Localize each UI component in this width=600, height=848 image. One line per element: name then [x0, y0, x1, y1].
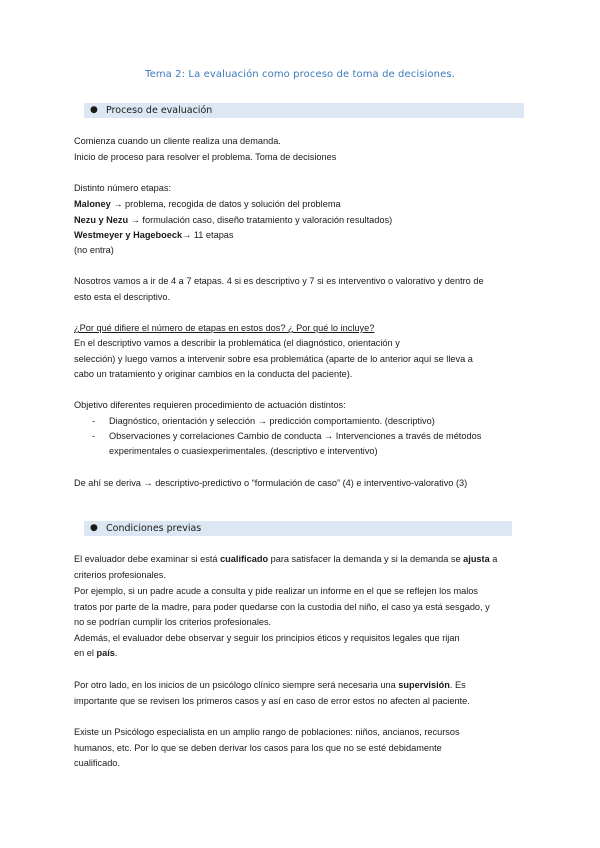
text-span: a: [489, 554, 498, 564]
text-span: para satisfacer la demanda y si la demanda se: [268, 554, 464, 564]
text-line: cabo un tratamiento y originar cambios en la conducta del paciente).: [74, 369, 353, 379]
text-line: [74, 647, 117, 659]
text-span: en el: [74, 648, 97, 658]
text-line: (no entra): [74, 245, 114, 255]
bullet-icon: ●: [90, 105, 98, 115]
bold-term: supervisión: [398, 680, 450, 690]
text-span: Por otro lado, en los inicios de un psicólogo clínico siempre será necesaria una: [74, 680, 399, 690]
list-item-continued: experimentales o cuasiexperimentales. (descriptivo e interventivo): [109, 446, 378, 456]
text-span: → 11 etapas: [182, 230, 234, 240]
author-name: Nezu y Nezu: [74, 215, 129, 225]
section-header-proceso: [84, 103, 524, 118]
text-line: [74, 198, 341, 210]
section-title: Condiciones previas: [106, 523, 202, 534]
text-span: → formulación caso, diseño tratamiento y valoración resultados): [128, 215, 393, 225]
text-line: Distinto número etapas:: [74, 183, 172, 193]
text-line: [74, 214, 392, 226]
text-line: importante que se revisen los primeros casos y así en caso de error estos no afecten al paciente.: [74, 696, 470, 706]
text-span: El evaluador debe examinar si está: [74, 554, 221, 564]
bold-term: país: [96, 648, 115, 658]
text-line: Objetivo diferentes requieren procedimiento de actuación distintos:: [74, 400, 346, 410]
question-heading: ¿Por qué difiere el número de etapas en estos dos? ¿ Por qué lo incluye?: [74, 323, 375, 333]
bullet-icon: ●: [90, 523, 98, 533]
text-line: [74, 229, 234, 241]
text-line: criterios profesionales.: [74, 570, 166, 580]
text-line: De ahí se deriva → descriptivo-predictivo o “formulación de caso” (4) e interventivo-valorativo (3): [74, 478, 468, 488]
bold-term: ajusta: [463, 554, 490, 564]
section-header-condiciones: [84, 521, 512, 536]
text-line: [74, 553, 497, 565]
bold-term: cualificado: [220, 554, 269, 564]
text-line: cualificado.: [74, 758, 120, 768]
section-title: Proceso de evaluación: [106, 105, 213, 116]
list-item: Observaciones y correlaciones Cambio de conducta → Intervenciones a través de métodos: [109, 431, 482, 441]
text-line: Nosotros vamos a ir de 4 a 7 etapas. 4 si es descriptivo y 7 si es interventivo o valorativo y dentro de: [74, 276, 484, 286]
text-line: Inicio de proceso para resolver el problema. Toma de decisiones: [74, 152, 337, 162]
text-line: tratos por parte de la madre, para poder quedarse con la custodia del niño, el caso ya está sesgado, y: [74, 602, 490, 612]
text-line: En el descriptivo vamos a describir la problemática (el diagnóstico, orientación y: [74, 338, 400, 348]
text-line: no se podrían cumplir los criterios profesionales.: [74, 617, 272, 627]
text-line: Comienza cuando un cliente realiza una demanda.: [74, 136, 281, 146]
text-line: Por ejemplo, si un padre acude a consulta y pide realizar un informe en el que se reflejen los malos: [74, 586, 478, 596]
text-line: humanos, etc. Por lo que se deben derivar los casos para los que no se esté debidamente: [74, 743, 442, 753]
dash-bullet: -: [92, 431, 96, 441]
text-line: [74, 679, 466, 691]
author-name: Maloney: [74, 199, 111, 209]
text-line: Existe un Psicólogo especialista en un amplio rango de poblaciones: niños, ancianos, recursos: [74, 727, 460, 737]
author-name: Westmeyer y Hageboeck: [74, 230, 183, 240]
dash-bullet: -: [92, 416, 96, 426]
text-line: Además, el evaluador debe observar y seguir los principios éticos y requisitos legales que rijan: [74, 633, 460, 643]
list-item: Diagnóstico, orientación y selección → predicción comportamiento. (descriptivo): [109, 416, 435, 426]
text-span: . Es: [449, 680, 466, 690]
page-title: Tema 2: La evaluación como proceso de toma de decisiones.: [145, 69, 455, 80]
text-span: .: [114, 648, 118, 658]
text-line: esto esta el descriptivo.: [74, 292, 171, 302]
text-span: → problema, recogida de datos y solución del problema: [110, 199, 341, 209]
text-line: selección) y luego vamos a intervenir sobre esa problemática (aparte de lo anterior aquí se lleva a: [74, 354, 473, 364]
